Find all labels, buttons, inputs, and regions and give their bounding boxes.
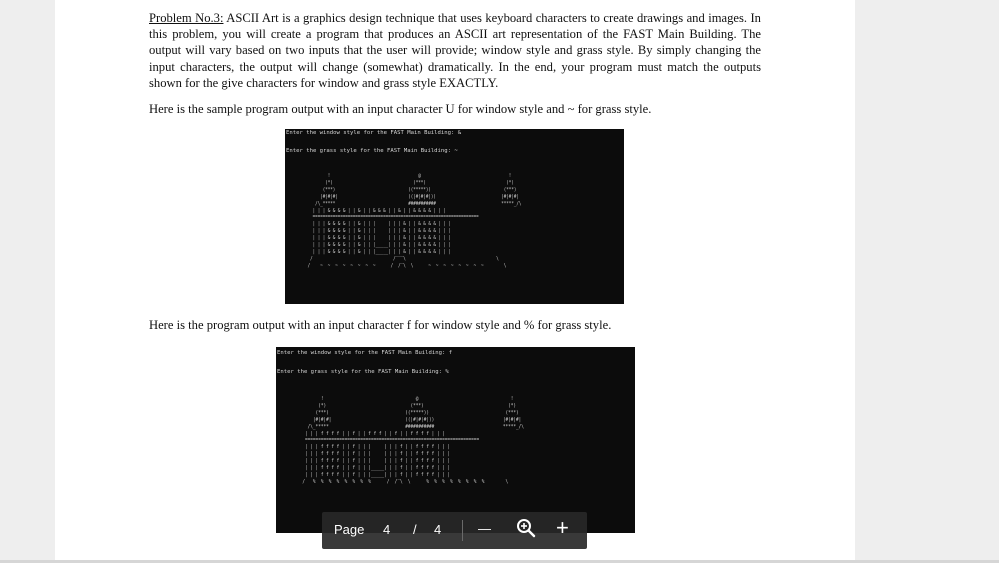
zoom-out-button[interactable]: — (478, 521, 491, 536)
sample2-intro: Here is the program output with an input character f for window style and % for grass style. (149, 318, 612, 332)
toolbar-divider (462, 520, 463, 541)
page-separator: / (413, 522, 417, 537)
page-label: Page (334, 522, 365, 537)
current-page-input[interactable]: 4 (383, 522, 391, 537)
problem-text: ASCII Art is a graphics design technique that uses keyboard characters to create drawings and images. In this problem, you will create a program that produces an ASCII art representation of the FAST Main Building. The output will vary based on two inputs that the user will provide; window style and grass style. By simply changing the input characters, the output will change (somewhat) dramatically. In the end, your program must match the outputs shown for the give characters for window and grass style EXACTLY. (149, 11, 761, 90)
terminal1-ascii-art: ! @ ! (*) (***) (*) (***) ((*****)) (***) |#|#|#| ((|#|#|#|)) |#|#|#| /\_***** ########### *****_/\ | | | & & & & | | & | | & & & | | & | | & & & & | | | ================================================================== | | | & & & & | | & | | | | | | & | | & & & & | | | | | | & & & & | | & | | | | | | & | | & & & & | | | | | | & & & & | | & | | | | | | & | | & & & & | | | | | | & & & & | | & | | |_____| | | & | | & & & & | | | | | | & & & & | | & | | |_____| | | & | | & & & & | | | / /‾‾‾\ \ / ~ ~ ~ ~ ~ ~ ~ ~ / /‾\ \ ~ ~ ~ ~ ~ ~ ~ ~ \ (307, 173, 522, 269)
terminal-output-1 (285, 129, 624, 304)
total-pages: 4 (434, 522, 442, 537)
magnifier-icon (516, 518, 536, 538)
document-page (55, 0, 855, 563)
terminal2-ascii-art: ! @ ! (*) (***) (*) (***) ((*****)) (***) |#|#|#| ((|#|#|#|)) |#|#|#| /\_***** ########### *****_/\ | | | f f f f | | f | | f f f | | f | | f f f f | | | ================================================================== | | | f f f f | | f | | | | | | f | | f f f f | | | | | | f f f f | | f | | | | | | f | | f f f f | | | | | | f f f f | | f | | | | | | f | | f f f f | | | | | | f f f f | | f | | |_____| | | f | | f f f f | | | | | | f f f f | | f | | |_____| | | f | | f f f f | | | / % % % % % % % % / /‾\ \ % % % % % % % % \ (302, 396, 524, 485)
zoom-in-button[interactable]: + (556, 515, 569, 540)
problem-heading: Problem No.3: (149, 11, 224, 25)
problem-paragraph (149, 10, 761, 91)
terminal-output-2 (276, 347, 635, 533)
pdf-page-toolbar (322, 512, 587, 549)
terminal2-prompt-window: Enter the window style for the FAST Main Building: f (277, 350, 453, 356)
zoom-icon (516, 518, 536, 541)
terminal1-prompt-window: Enter the window style for the FAST Main Building: & (286, 130, 462, 136)
sample1-intro: Here is the sample program output with an input character U for window style and ~ for grass style. (149, 102, 652, 116)
terminal1-prompt-grass: Enter the grass style for the FAST Main Building: ~ (286, 148, 458, 154)
terminal2-prompt-grass: Enter the grass style for the FAST Main Building: % (277, 369, 449, 375)
